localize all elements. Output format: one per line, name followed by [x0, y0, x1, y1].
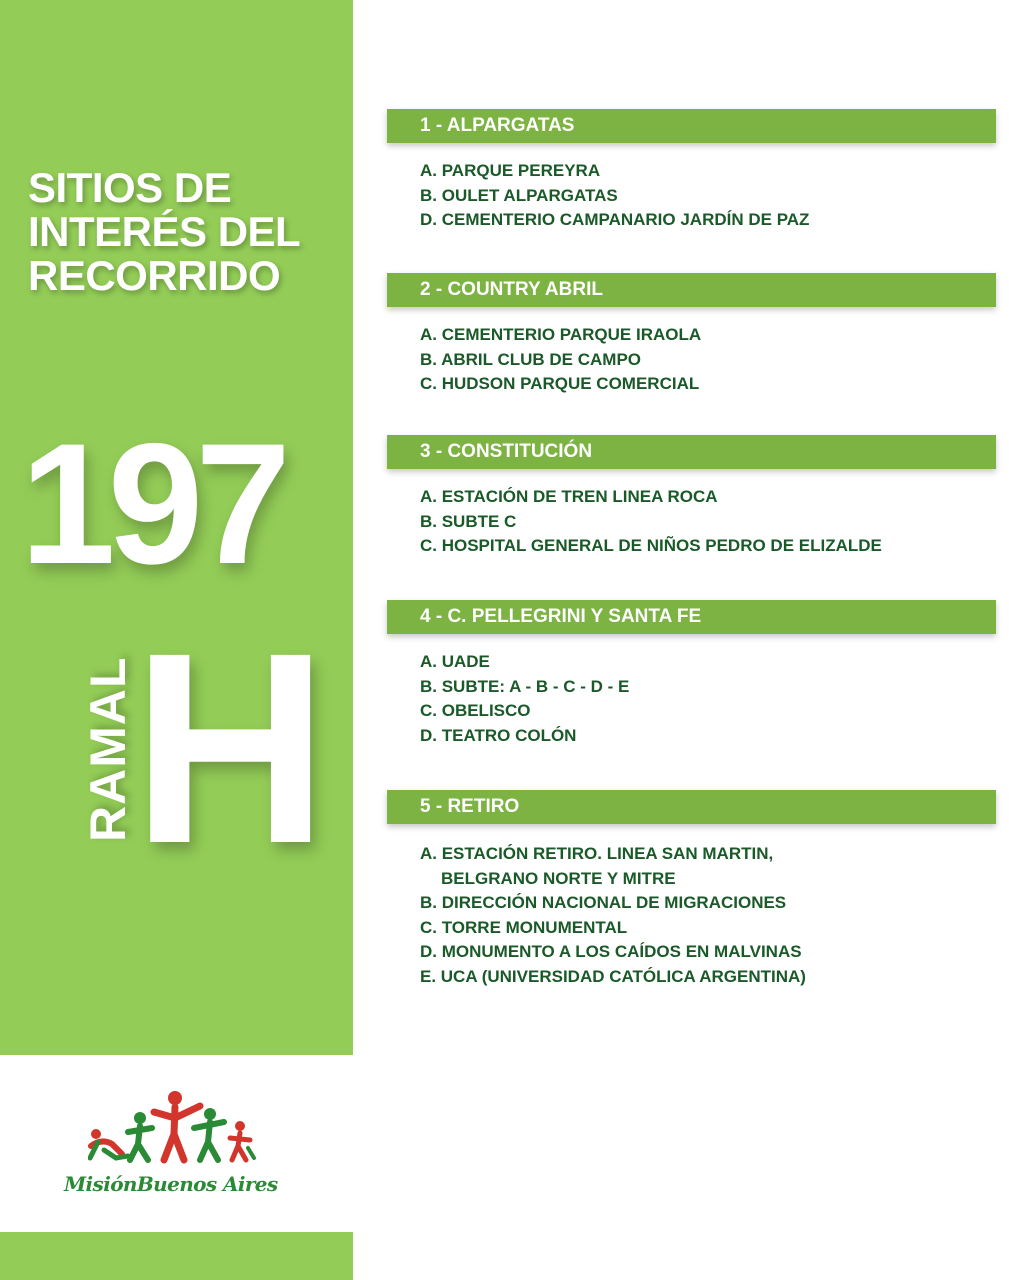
- section-header: 1 - ALPARGATAS: [387, 109, 996, 143]
- list-item: B. OULET ALPARGATAS: [420, 185, 618, 205]
- list-item: D. CEMENTERIO CAMPANARIO JARDÍN DE PAZ: [420, 210, 810, 230]
- site-list: [387, 842, 996, 990]
- list-item: B. SUBTE: A - B - C - D - E: [420, 676, 630, 696]
- list-item: A. ESTACIÓN RETIRO. LINEA SAN MARTIN,: [420, 844, 774, 863]
- section-retiro: [387, 790, 996, 990]
- list-item: A. CEMENTERIO PARQUE IRAOLA: [420, 325, 702, 344]
- section-country-abril: [387, 273, 996, 397]
- section-pellegrini-santa-fe: [387, 600, 996, 748]
- title-line: INTERÉS DEL: [28, 208, 301, 255]
- title-line: RECORRIDO: [28, 252, 281, 299]
- site-list: [387, 485, 996, 559]
- list-item: A. ESTACIÓN DE TREN LINEA ROCA: [420, 487, 718, 506]
- title-line: SITIOS DE: [28, 164, 232, 211]
- site-list: [387, 159, 996, 233]
- logo-text: MisiónBuenos Aires: [64, 1172, 278, 1196]
- list-item: B. ABRIL CLUB DE CAMPO: [420, 349, 641, 369]
- section-alpargatas: [387, 109, 996, 233]
- list-item: D. MONUMENTO A LOS CAÍDOS EN MALVINAS: [420, 942, 802, 962]
- list-item: C. HUDSON PARQUE COMERCIAL: [420, 374, 700, 394]
- list-item: C. OBELISCO: [420, 701, 531, 721]
- footer-strip: [0, 1232, 353, 1280]
- list-item: A. UADE: [420, 652, 490, 671]
- site-list: [387, 323, 996, 397]
- list-item: C. TORRE MONUMENTAL: [420, 917, 628, 937]
- people-group-icon: [88, 1088, 258, 1164]
- list-item: C. HOSPITAL GENERAL DE NIÑOS PEDRO DE ELIZALDE: [420, 536, 882, 556]
- section-constitucion: [387, 435, 996, 559]
- list-item: E. UCA (UNIVERSIDAD CATÓLICA ARGENTINA): [420, 966, 806, 986]
- list-item-continuation: BELGRANO NORTE Y MITRE: [441, 868, 676, 888]
- list-item: B. SUBTE C: [420, 511, 517, 531]
- section-header: 5 - RETIRO: [387, 790, 996, 824]
- route-number: 197: [20, 408, 283, 600]
- list-item: B. DIRECCIÓN NACIONAL DE MIGRACIONES: [420, 893, 787, 913]
- section-header: 4 - C. PELLEGRINI Y SANTA FE: [387, 600, 996, 634]
- ramal-letter: H: [132, 596, 329, 900]
- logo: [60, 1088, 300, 1203]
- site-list: [387, 650, 996, 748]
- section-header: 3 - CONSTITUCIÓN: [387, 435, 996, 469]
- ramal-label: RAMAL: [80, 656, 136, 842]
- list-item: D. TEATRO COLÓN: [420, 725, 577, 745]
- list-item: A. PARQUE PEREYRA: [420, 161, 601, 180]
- left-panel: [0, 0, 353, 1055]
- page-title: [28, 166, 338, 298]
- section-header: 2 - COUNTRY ABRIL: [387, 273, 996, 307]
